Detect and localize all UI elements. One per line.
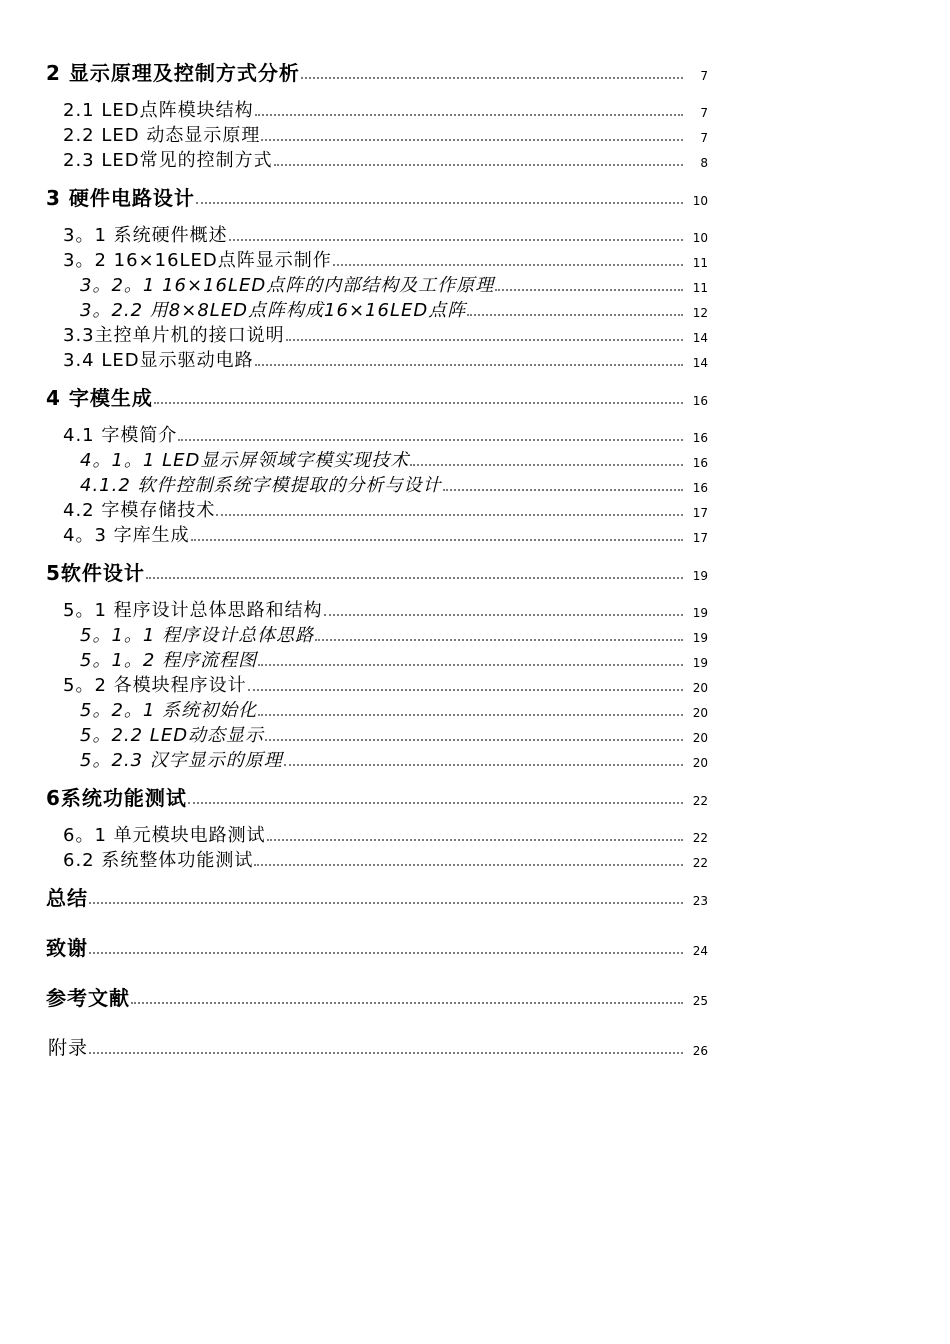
toc-entry[interactable] xyxy=(0,745,950,771)
toc-entry[interactable] xyxy=(0,270,950,296)
toc-entry-page-number: 17 xyxy=(692,531,708,545)
toc-entry-page-number: 16 xyxy=(692,394,708,408)
dot-leader xyxy=(274,164,683,166)
dot-leader xyxy=(89,1052,683,1054)
toc-entry[interactable] xyxy=(0,720,950,746)
toc-entry-title: 致谢 xyxy=(46,936,88,960)
dot-leader xyxy=(191,539,683,541)
toc-entry[interactable] xyxy=(0,383,950,409)
dot-leader xyxy=(261,139,683,141)
toc-entry-title: 5。1。2 程序流程图 xyxy=(80,650,258,672)
toc-entry[interactable] xyxy=(0,245,950,271)
toc-entry-page-number: 8 xyxy=(700,156,708,170)
toc-entry-page-number: 11 xyxy=(692,256,708,270)
toc-entry[interactable] xyxy=(0,670,950,696)
toc-entry[interactable] xyxy=(0,445,950,471)
dot-leader xyxy=(443,489,683,491)
toc-entry-page-number: 22 xyxy=(692,794,708,808)
toc-entry-page-number: 26 xyxy=(692,1044,708,1058)
toc-entry-title: 3。2.2 用8×8LED点阵构成16×16LED点阵 xyxy=(80,300,467,322)
toc-entry-title: 2 显示原理及控制方式分析 xyxy=(46,61,300,85)
toc-entry-title: 5。2.3 汉字显示的原理 xyxy=(80,750,283,772)
toc-entry[interactable] xyxy=(0,145,950,171)
toc-entry[interactable] xyxy=(0,783,950,809)
toc-entry[interactable] xyxy=(0,695,950,721)
toc-entry-page-number: 19 xyxy=(692,606,708,620)
dot-leader xyxy=(258,714,683,716)
toc-entry[interactable] xyxy=(0,620,950,646)
toc-entry-page-number: 17 xyxy=(692,506,708,520)
toc-entry-title: 5。1。1 程序设计总体思路 xyxy=(80,625,315,647)
toc-entry[interactable] xyxy=(0,983,950,1009)
dot-leader xyxy=(89,902,683,904)
toc-entry[interactable] xyxy=(0,1033,950,1059)
toc-entry-title: 2.3 LED常见的控制方式 xyxy=(63,150,273,172)
toc-entry-title: 5。2 各模块程序设计 xyxy=(63,675,247,697)
toc-entry-title: 5。1 程序设计总体思路和结构 xyxy=(63,600,323,622)
toc-entry[interactable] xyxy=(0,58,950,84)
toc-entry-title: 3。1 系统硬件概述 xyxy=(63,225,228,247)
toc-entry-page-number: 7 xyxy=(700,106,708,120)
dot-leader xyxy=(315,639,683,641)
toc-entry[interactable] xyxy=(0,295,950,321)
toc-entry-page-number: 20 xyxy=(692,731,708,745)
dot-leader xyxy=(286,339,683,341)
dot-leader xyxy=(196,202,683,204)
toc-entry[interactable] xyxy=(0,95,950,121)
dot-leader xyxy=(248,689,683,691)
toc-entry-title: 3.4 LED显示驱动电路 xyxy=(63,350,254,372)
dot-leader xyxy=(467,314,683,316)
toc-entry-page-number: 22 xyxy=(692,831,708,845)
toc-entry-page-number: 20 xyxy=(692,681,708,695)
toc-entry-title: 6系统功能测试 xyxy=(46,786,187,810)
dot-leader xyxy=(146,577,683,579)
dot-leader xyxy=(333,264,683,266)
dot-leader xyxy=(255,364,683,366)
dot-leader xyxy=(265,739,683,741)
dot-leader xyxy=(216,514,683,516)
toc-entry-page-number: 10 xyxy=(692,231,708,245)
dot-leader xyxy=(178,439,683,441)
toc-entry-page-number: 20 xyxy=(692,756,708,770)
toc-entry-title: 5软件设计 xyxy=(46,561,145,585)
dot-leader xyxy=(258,664,683,666)
toc-entry[interactable] xyxy=(0,320,950,346)
toc-entry-title: 附录 xyxy=(48,1037,89,1060)
toc-entry-page-number: 16 xyxy=(692,456,708,470)
toc-entry-title: 总结 xyxy=(46,886,88,910)
toc-entry-title: 4.2 字模存储技术 xyxy=(63,500,216,522)
toc-entry-page-number: 20 xyxy=(692,706,708,720)
toc-entry-title: 5。2。1 系统初始化 xyxy=(80,700,258,722)
toc-entry-page-number: 19 xyxy=(692,656,708,670)
toc-entry-title: 2.1 LED点阵模块结构 xyxy=(63,100,254,122)
toc-entry[interactable] xyxy=(0,933,950,959)
toc-entry-title: 4。1。1 LED显示屏领域字模实现技术 xyxy=(80,450,410,472)
toc-entry-page-number: 12 xyxy=(692,306,708,320)
dot-leader xyxy=(324,614,683,616)
toc-entry[interactable] xyxy=(0,558,950,584)
toc-entry-page-number: 22 xyxy=(692,856,708,870)
toc-entry-page-number: 7 xyxy=(700,69,708,83)
toc-entry-title: 5。2.2 LED动态显示 xyxy=(80,725,265,747)
toc-entry[interactable] xyxy=(0,420,950,446)
dot-leader xyxy=(188,802,683,804)
toc-entry-title: 4.1 字模简介 xyxy=(63,425,178,447)
toc-entry-title: 4 字模生成 xyxy=(46,386,153,410)
toc-entry-page-number: 7 xyxy=(700,131,708,145)
toc-entry-title: 参考文献 xyxy=(46,986,130,1010)
toc-entry-title: 3 硬件电路设计 xyxy=(46,186,195,210)
toc-entry[interactable] xyxy=(0,883,950,909)
dot-leader xyxy=(89,952,683,954)
toc-entry-page-number: 11 xyxy=(692,281,708,295)
dot-leader xyxy=(284,764,683,766)
dot-leader xyxy=(229,239,683,241)
toc-entry[interactable] xyxy=(0,120,950,146)
dot-leader xyxy=(255,114,683,116)
toc-entry[interactable] xyxy=(0,470,950,496)
toc-entry[interactable] xyxy=(0,183,950,209)
dot-leader xyxy=(254,864,683,866)
toc-entry[interactable] xyxy=(0,820,950,846)
dot-leader xyxy=(410,464,683,466)
toc-entry-title: 4。3 字库生成 xyxy=(63,525,190,547)
toc-entry-page-number: 14 xyxy=(692,331,708,345)
toc-entry-page-number: 16 xyxy=(692,431,708,445)
dot-leader xyxy=(131,1002,683,1004)
toc-entry[interactable] xyxy=(0,520,950,546)
toc-entry-title: 2.2 LED 动态显示原理 xyxy=(63,125,261,147)
toc-entry-page-number: 25 xyxy=(692,994,708,1008)
dot-leader xyxy=(301,77,683,79)
toc-entry-title: 3。2 16×16LED点阵显示制作 xyxy=(63,250,332,272)
toc-entry-page-number: 19 xyxy=(692,631,708,645)
toc-entry[interactable] xyxy=(0,345,950,371)
toc-entry-page-number: 24 xyxy=(692,944,708,958)
toc-entry-title: 4.1.2 软件控制系统字模提取的分析与设计 xyxy=(80,475,442,497)
toc-entry[interactable] xyxy=(0,845,950,871)
dot-leader xyxy=(495,289,683,291)
dot-leader xyxy=(154,402,683,404)
toc-entry-page-number: 14 xyxy=(692,356,708,370)
toc-entry-title: 3.3主控单片机的接口说明 xyxy=(63,325,285,347)
toc-entry-page-number: 10 xyxy=(692,194,708,208)
toc-entry-page-number: 23 xyxy=(692,894,708,908)
toc-entry-title: 6.2 系统整体功能测试 xyxy=(63,850,254,872)
toc-entry-page-number: 16 xyxy=(692,481,708,495)
dot-leader xyxy=(267,839,683,841)
toc-entry[interactable] xyxy=(0,645,950,671)
toc-entry-page-number: 19 xyxy=(692,569,708,583)
toc-entry[interactable] xyxy=(0,220,950,246)
toc-entry-title: 6。1 单元模块电路测试 xyxy=(63,825,266,847)
toc-entry[interactable] xyxy=(0,495,950,521)
toc-entry[interactable] xyxy=(0,595,950,621)
toc-entry-title: 3。2。1 16×16LED点阵的内部结构及工作原理 xyxy=(80,275,495,297)
